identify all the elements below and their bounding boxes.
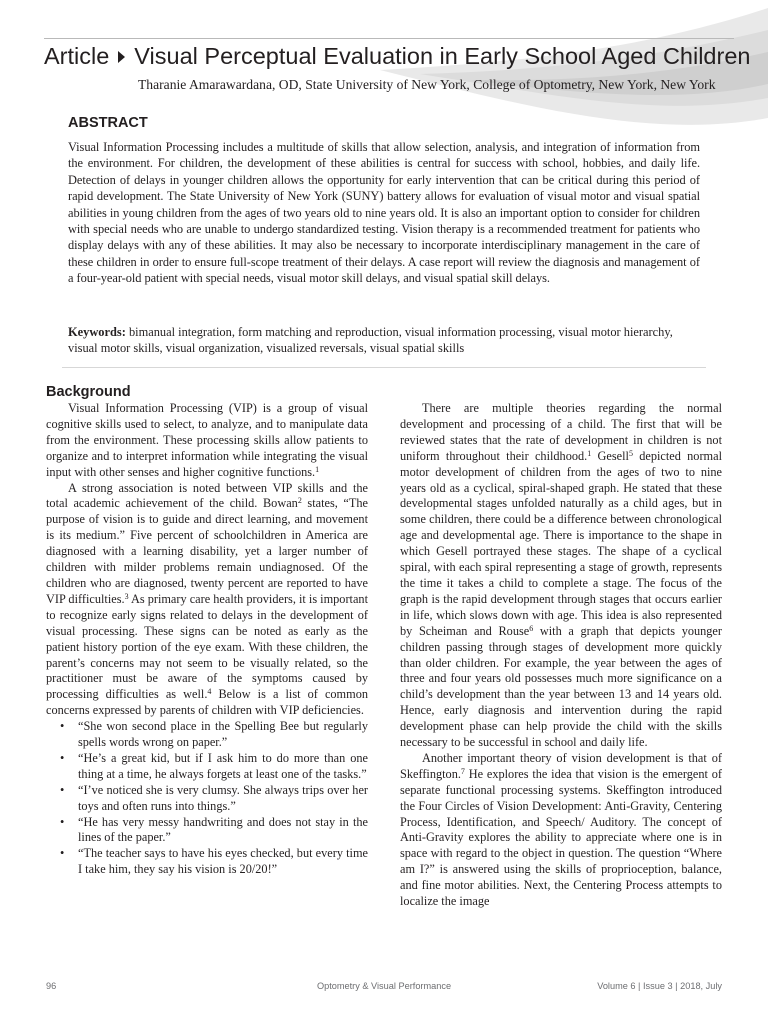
keywords-label: Keywords: xyxy=(68,325,126,339)
bullet-icon: • xyxy=(60,846,65,861)
article-title-line xyxy=(44,41,750,71)
list-item xyxy=(60,846,368,878)
paragraph-text: Below is a list of common concerns expressed by parents of children with VIP deficiencies. xyxy=(46,687,368,718)
paragraph-text: As primary care health providers, it is important to recognize early signs related to delays in the development of visual processing. These signs can be noted as early as the patient history portion of the eye exam. With these children, the parent’s concerns may not seem to be visually related, so the practitioner must be aware of the symptoms caused by processing difficulties as well. xyxy=(46,591,368,702)
section-label: Article xyxy=(44,43,110,69)
list-item-text: “He’s a great kid, but if I ask him to do more than one thing at a time, he always forgets at least one of the tasks.” xyxy=(78,750,368,781)
keywords xyxy=(68,324,700,357)
citation-ref: 1 xyxy=(315,464,320,474)
abstract-heading: ABSTRACT xyxy=(68,115,148,131)
body-column-right xyxy=(400,401,722,910)
paragraph-text: A strong association is noted between VIP skills and the total academic achievement of the child. Bowan xyxy=(46,480,368,511)
list-item-text: “She won second place in the Spelling Bee but regularly spells words wrong on paper.” xyxy=(78,719,368,750)
paragraph-text: Gesell xyxy=(591,448,629,463)
citation-ref: 1 xyxy=(587,448,592,458)
list-item xyxy=(60,814,368,847)
bullet-icon: • xyxy=(60,814,65,829)
paragraph-text: states, “The purpose of vision is to guide and direct learning, and movement is its medium.” Five percent of schoolchildren in America are diagnosed with a learning disability, yet a larger number of children with milder problems remain undiagnosed. Of the children who are diagnosed, twenty percent are reported to have VIP difficulties. xyxy=(46,496,368,606)
background-heading: Background xyxy=(46,384,131,400)
citation-ref: 4 xyxy=(207,687,212,697)
paragraph-text: He explores the idea that vision is the emergent of separate functional processing systems. Skeffington introduced the Four Circles of Vision Development: Anti-Gravity, Centering Process, Identification, and Speech/ Auditory. The concept of Anti-Gravity explores the ability to appreciate where one is in space with regard to the object in question. The question “Where am I?” is answered using the skills of proprioception, balance, and fine motor abilities. Next, the Centering Process attempts to localize the image xyxy=(400,766,722,909)
header-rule xyxy=(44,38,734,39)
volume-info: Volume 6 | Issue 3 | 2018, July xyxy=(597,981,722,991)
citation-ref: 2 xyxy=(297,496,302,506)
bullet-icon: • xyxy=(60,782,65,797)
body-column-left xyxy=(46,401,368,878)
section-divider xyxy=(62,367,706,368)
list-item xyxy=(60,750,368,783)
page-number: 96 xyxy=(46,981,57,991)
citation-ref: 6 xyxy=(529,623,534,633)
journal-name: Optometry & Visual Performance xyxy=(316,981,452,991)
list-item-text: “The teacher says to have his eyes checked, but every time I take him, they say his vision is 20/20!” xyxy=(78,846,368,877)
paragraph-text: Visual Information Processing (VIP) is a group of visual cognitive skills used to select, to analyze, and to manipulate data from the environment. These processing skills allow patients to organize and to interpret information while integrating the visual input with other senses and higher cognitive functions. xyxy=(46,401,368,479)
list-item-text: “I’ve noticed she is very clumsy. She always trips over her toys and often runs into things.” xyxy=(78,782,368,813)
citation-ref: 3 xyxy=(124,591,129,601)
paragraph-text: with a graph that depicts younger children passing through stages of development more quickly than older children. For example, the year between the ages of three and four years old possesses much more significance on a child’s development than the year between 13 and 14 years old. Hence, early diagnosis and intervention during the rapid development phase can help provide the child with the skills necessary to be successful in school and daily life. xyxy=(400,623,722,750)
paragraph xyxy=(46,401,368,481)
paragraph xyxy=(46,481,368,720)
citation-ref: 7 xyxy=(460,766,465,776)
concerns-list xyxy=(46,719,368,878)
bullet-icon: • xyxy=(60,719,65,734)
abstract-text: Visual Information Processing includes a multitude of skills that allow selection, analysis, and integration of information from the environment. For children, the development of these abilities is central for success with school, hobbies, and daily life. Detection of delays in younger children allows the opportunity for early intervention that can be critical during this period of rapid development. The State University of New York (SUNY) battery allows for evaluation of visual motor and visual spatial abilities in young children from the ages of two years old to nine years old. It is also an important option to consider for children with special needs who are unable to undergo standardized testing. Vision therapy is a recommended treatment for patients who display delays with any of these abilities. It may also be necessary to incorporate interdisciplinary management in the care of these children in order to ensure full-scope treatment of their delays. A case report will review the diagnosis and management of a four-year-old patient with special needs, visual motor skill delays, and visual spatial skill delays. xyxy=(68,140,700,286)
list-item xyxy=(60,782,368,815)
triangle-arrow-icon xyxy=(118,51,125,63)
paragraph-text: Another important theory of vision development is that of Skeffington. xyxy=(400,750,722,781)
keywords-list: bimanual integration, form matching and reproduction, visual information processing, visual motor hierarchy, visual motor skills, visual organization, visualized reversals, visual spatial skills xyxy=(68,325,673,356)
bullet-icon: • xyxy=(60,750,65,765)
paragraph xyxy=(400,401,722,751)
list-item xyxy=(60,719,368,751)
paragraph-text: There are multiple theories regarding the normal development and processing of a child. The first that will be reviewed states that the rate of development in children is not uniform throughout their childhood. xyxy=(400,401,722,463)
citation-ref: 5 xyxy=(628,448,633,458)
paragraph-text: depicted normal motor development of children from the ages of two to nine years old as a cyclical, spiral-shaped graph. He stated that these developmental stages unfolded naturally as a child ages, but in some children, there could be a difference between chronological age and developmental age. There is importance to the shape in which Gesell portrayed these stages. The shape of a cyclical spiral, with each spiral representing a stage of growth, represents the time it takes a child to complete a stage. The focus of the graph is the rapid development through stages that occurs earlier in life, which slows down with age. This idea is also represented by Scheiman and Rouse xyxy=(400,448,722,638)
list-item-text: “He has very messy handwriting and does not stay in the lines of the paper.” xyxy=(78,814,368,845)
article-title: Visual Perceptual Evaluation in Early School Aged Children xyxy=(134,43,751,69)
paragraph xyxy=(400,751,722,910)
author-affiliation: Tharanie Amarawardana, OD, State University of New York, College of Optometry, New York, New York xyxy=(138,77,716,92)
